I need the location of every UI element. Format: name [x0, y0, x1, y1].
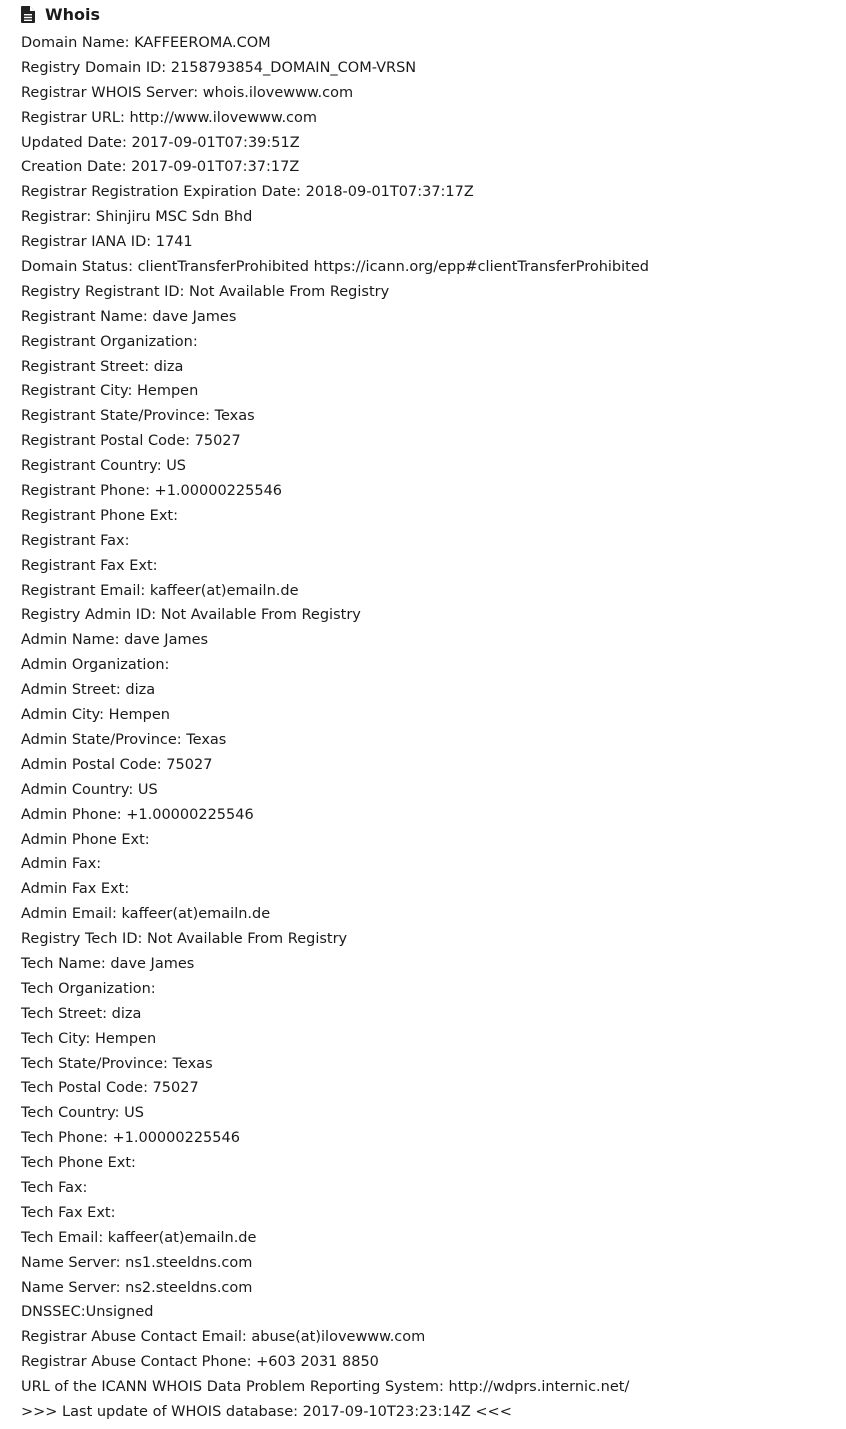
whois-line: Registrant Email: kaffeer(at)emailn.de [21, 582, 299, 599]
whois-line: Domain Name: KAFFEEROMA.COM [21, 35, 271, 51]
whois-line: Admin Phone: +1.00000225546 [21, 806, 254, 823]
whois-line: Tech Phone Ext: [21, 1155, 136, 1172]
whois-line: Admin Phone Ext: [21, 831, 150, 848]
whois-line: Registrant Phone Ext: [21, 507, 178, 524]
whois-line: Tech Street: diza [21, 1005, 142, 1022]
whois-line: Tech Name: dave James [21, 955, 195, 972]
whois-line: Registrar IANA ID: 1741 [21, 234, 193, 251]
whois-header [21, 0, 846, 28]
whois-line: Tech Organization: [21, 980, 156, 997]
whois-line: Registrant Organization: [21, 333, 198, 350]
whois-line: Admin Organization: [21, 657, 170, 674]
whois-line: Admin Postal Code: 75027 [21, 756, 213, 773]
whois-line: Admin City: Hempen [21, 707, 170, 724]
whois-line: Name Server: ns2.steeldns.com [21, 1279, 253, 1296]
whois-line: Registrar WHOIS Server: whois.ilovewww.com [21, 84, 354, 101]
panel-title: Whois [45, 4, 101, 24]
whois-line: Registrant Postal Code: 75027 [21, 433, 241, 450]
whois-line: Tech Fax: [21, 1179, 88, 1196]
whois-line: Tech Country: US [21, 1105, 144, 1122]
whois-line: Registrant City: Hempen [21, 383, 199, 400]
whois-line: Registrar: Shinjiru MSC Sdn Bhd [21, 209, 253, 226]
whois-line: Domain Status: clientTransferProhibited https://icann.org/epp#clientTransferProhibited [21, 259, 649, 276]
document-icon [21, 6, 35, 23]
whois-line: Tech Postal Code: 75027 [21, 1080, 199, 1097]
whois-line: Registrant Fax Ext: [21, 557, 158, 574]
whois-line: Creation Date: 2017-09-01T07:37:17Z [21, 159, 300, 176]
whois-line: Tech Email: kaffeer(at)emailn.de [21, 1229, 257, 1246]
whois-line: Registry Admin ID: Not Available From Registry [21, 607, 361, 624]
whois-line: >>> Last update of WHOIS database: 2017-09-10T23:23:14Z <<< [21, 1403, 512, 1420]
whois-line: Tech State/Province: Texas [21, 1055, 213, 1072]
whois-line: Admin Street: diza [21, 682, 156, 699]
whois-line: Tech City: Hempen [21, 1030, 157, 1047]
whois-line: Registry Tech ID: Not Available From Registry [21, 931, 348, 948]
whois-line: Registrant Name: dave James [21, 308, 237, 325]
whois-line: Registrant Phone: +1.00000225546 [21, 483, 283, 500]
whois-line: Registry Domain ID: 2158793854_DOMAIN_COM-VRSN [21, 59, 417, 76]
whois-line: Admin Email: kaffeer(at)emailn.de [21, 906, 271, 923]
whois-line: Tech Phone: +1.00000225546 [21, 1130, 240, 1147]
whois-line: URL of the ICANN WHOIS Data Problem Reporting System: http://wdprs.internic.net/ [21, 1379, 630, 1396]
whois-line: Updated Date: 2017-09-01T07:39:51Z [21, 134, 300, 151]
whois-line: Registrar URL: http://www.ilovewww.com [21, 109, 318, 126]
whois-line: Registrar Abuse Contact Email: abuse(at)ilovewww.com [21, 1329, 426, 1346]
whois-line: Registrant State/Province: Texas [21, 408, 255, 425]
whois-line: Admin Name: dave James [21, 632, 209, 649]
whois-line: Registrant Street: diza [21, 358, 184, 375]
whois-line: Admin State/Province: Texas [21, 731, 227, 748]
whois-line: Tech Fax Ext: [21, 1204, 116, 1221]
whois-line: Admin Fax Ext: [21, 881, 130, 898]
whois-line: Registry Registrant ID: Not Available From Registry [21, 283, 390, 300]
whois-line: Name Server: ns1.steeldns.com [21, 1254, 253, 1271]
whois-line: Registrant Country: US [21, 458, 187, 475]
whois-line: Registrar Abuse Contact Phone: +603 2031 8850 [21, 1354, 379, 1371]
whois-record [21, 31, 846, 1425]
whois-line: Registrant Fax: [21, 532, 130, 549]
whois-line: Registrar Registration Expiration Date: 2018-09-01T07:37:17Z [21, 184, 474, 201]
whois-line: Admin Country: US [21, 781, 158, 798]
whois-line: Admin Fax: [21, 856, 102, 873]
whois-line: DNSSEC:Unsigned [21, 1304, 154, 1321]
